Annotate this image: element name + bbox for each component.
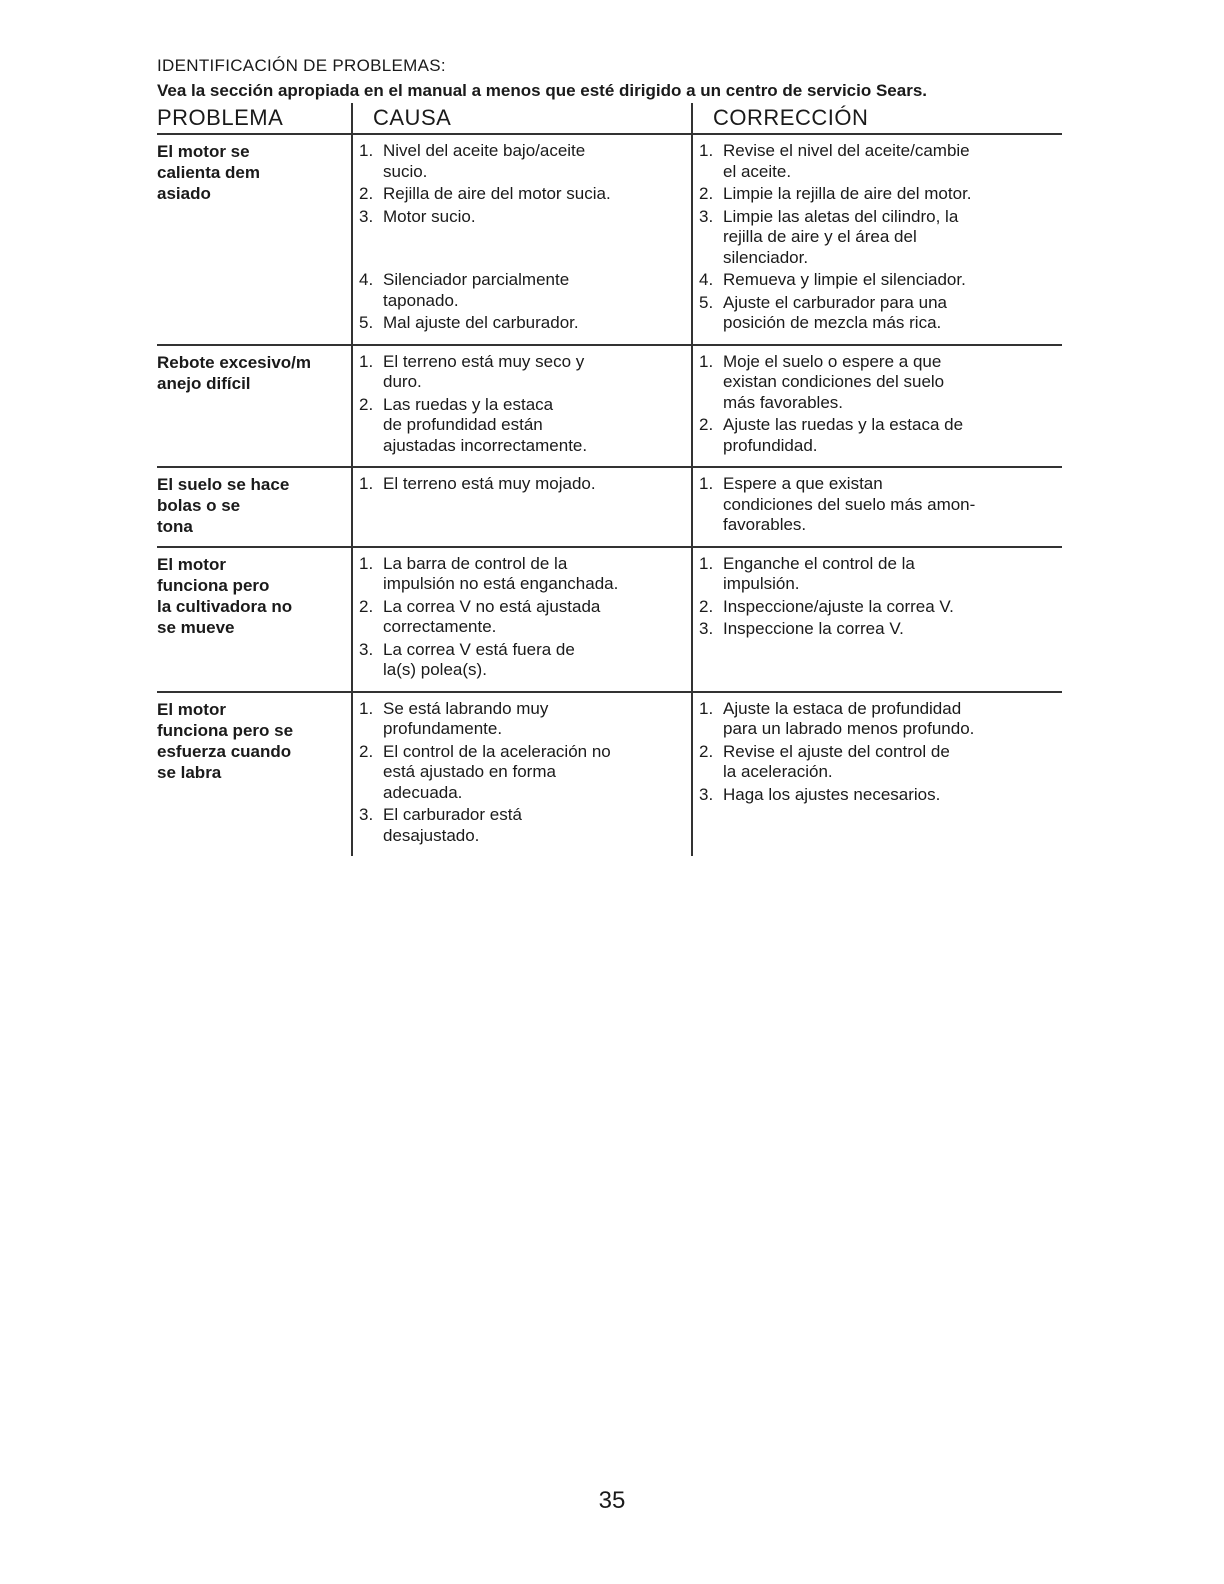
- page-number: 35: [598, 1487, 626, 1514]
- correction-item-number: 5.: [699, 292, 714, 312]
- correction-item: [699, 352, 1062, 414]
- cause-item: [359, 352, 691, 393]
- problem-cell: El motor funciona pero se esfuerza cuando se labra: [157, 699, 294, 782]
- correction-item-number: 3.: [699, 206, 714, 226]
- correction-item: [699, 474, 1062, 536]
- cause-list: [359, 554, 691, 681]
- cause-item: [359, 597, 691, 638]
- cause-item: [359, 474, 691, 495]
- correction-item-number: 2.: [699, 184, 714, 203]
- correction-item: [699, 141, 1062, 182]
- cause-item-text: El terreno está muy mojado.: [383, 474, 596, 493]
- cause-item: [359, 640, 691, 681]
- cause-item-number: 3.: [359, 639, 374, 659]
- cause-item-number: 1.: [359, 474, 374, 493]
- cause-list: [359, 141, 691, 334]
- cause-item-text: Silenciador parcialmente taponado.: [383, 270, 570, 310]
- correction-list: [699, 699, 1062, 806]
- correction-list: [699, 474, 1062, 536]
- correction-item-number: 2.: [699, 596, 714, 616]
- section-title: IDENTIFICACIÓN DE PROBLEMAS:: [157, 56, 446, 75]
- correction-item-text: Inspeccione la correa V.: [723, 619, 904, 638]
- cause-item: [359, 742, 691, 804]
- cause-item-number: 3.: [359, 805, 374, 824]
- correction-item-number: 1.: [699, 351, 714, 371]
- correction-item-number: 1.: [699, 141, 714, 160]
- correction-item-number: 3.: [699, 784, 714, 804]
- cause-item-text: La correa V no está ajustada correctamente.: [383, 596, 601, 636]
- correction-item-number: 1.: [699, 553, 714, 573]
- correction-item-text: Ajuste las ruedas y la estaca de profundidad.: [723, 415, 964, 455]
- correction-item-text: Revise el nivel del aceite/cambie el aceite.: [723, 141, 970, 181]
- table-header: [157, 103, 1062, 135]
- cause-cell: [351, 468, 691, 546]
- correction-item: [699, 699, 1062, 740]
- cause-item-text: Mal ajuste del carburador.: [383, 313, 579, 332]
- cause-item-text: La correa V está fuera de la(s) polea(s).: [383, 639, 575, 679]
- correction-item: [699, 742, 1062, 783]
- correction-item-text: Haga los ajustes necesarios.: [723, 784, 941, 804]
- cause-item-text: El terreno está muy seco y duro.: [383, 351, 585, 391]
- cause-item-number: 1.: [359, 141, 374, 160]
- cause-item: [359, 141, 691, 182]
- cause-item: [359, 554, 691, 595]
- cause-item: [359, 395, 691, 457]
- correction-item: [699, 293, 1062, 334]
- problem-cell: El suelo se hace bolas o se tona: [157, 475, 290, 536]
- cause-item-number: 1.: [359, 698, 374, 718]
- correction-item-text: Espere a que existan condiciones del suelo más amon- favorables.: [723, 474, 976, 534]
- header-correction: CORRECCIÓN: [691, 103, 1062, 133]
- correction-item: [699, 184, 1062, 205]
- table-row: [157, 693, 1062, 857]
- cause-cell: [351, 693, 691, 857]
- cause-item-text: Motor sucio.: [383, 206, 476, 226]
- cause-item-text: El carburador está desajustado.: [383, 805, 522, 845]
- table-row: [157, 346, 1062, 469]
- correction-list: [699, 141, 1062, 334]
- correction-cell: [691, 693, 1062, 857]
- troubleshooting-table: [157, 135, 1062, 856]
- cause-item-number: 2.: [359, 741, 374, 761]
- table-row: [157, 548, 1062, 693]
- cause-item: [359, 313, 691, 334]
- correction-item: [699, 554, 1062, 595]
- cause-item-number: 5.: [359, 313, 374, 332]
- correction-item-text: Ajuste el carburador para una posición de mezcla más rica.: [723, 292, 947, 332]
- cause-list: [359, 352, 691, 457]
- correction-item: [699, 270, 1062, 291]
- cause-list: [359, 474, 691, 495]
- cause-item-number: 3.: [359, 206, 374, 226]
- cause-item: [359, 699, 691, 740]
- problem-cell: El motor se calienta dem asiado: [157, 142, 260, 203]
- correction-list: [699, 554, 1062, 640]
- cause-cell: [351, 135, 691, 344]
- table-row: [157, 135, 1062, 346]
- cause-item: [359, 184, 691, 205]
- cause-item: [359, 207, 691, 269]
- cause-item: [359, 270, 691, 311]
- correction-item-number: 1.: [699, 698, 714, 718]
- correction-cell: [691, 135, 1062, 344]
- cause-item-text: Rejilla de aire del motor sucia.: [383, 184, 611, 203]
- correction-item-text: Limpie las aletas del cilindro, la rejilla de aire y el área del silenciador.: [723, 206, 959, 267]
- correction-item: [699, 207, 1062, 269]
- troubleshooting-page: [157, 55, 1062, 856]
- correction-item-text: Remueva y limpie el silenciador.: [723, 270, 966, 289]
- header-cause: CAUSA: [351, 103, 691, 133]
- cause-item-number: 2.: [359, 596, 374, 616]
- cause-item: [359, 805, 691, 846]
- correction-item-number: 3.: [699, 619, 714, 638]
- correction-item-text: Revise el ajuste del control de la aceleración.: [723, 741, 950, 781]
- correction-item-text: Enganche el control de la impulsión.: [723, 553, 915, 593]
- correction-item-number: 4.: [699, 270, 714, 289]
- cause-item-text: El control de la aceleración no está ajustado en forma adecuada.: [383, 741, 611, 802]
- correction-list: [699, 352, 1062, 457]
- correction-item-number: 2.: [699, 415, 714, 434]
- cause-cell: [351, 346, 691, 467]
- instructions-text: Vea la sección apropiada en el manual a menos que esté dirigido a un centro de servicio Sears.: [157, 81, 928, 100]
- cause-item-text: Nivel del aceite bajo/aceite sucio.: [383, 141, 586, 181]
- cause-item-number: 1.: [359, 553, 374, 573]
- cause-item-text: Las ruedas y la estaca de profundidad están ajustadas incorrectamente.: [383, 394, 588, 455]
- correction-item-text: Moje el suelo o espere a que existan condiciones del suelo más favorables.: [723, 351, 945, 412]
- correction-item-text: Limpie la rejilla de aire del motor.: [723, 184, 972, 203]
- cause-item-number: 1.: [359, 351, 374, 371]
- correction-item-number: 1.: [699, 474, 714, 493]
- cause-item-number: 4.: [359, 270, 374, 289]
- correction-cell: [691, 346, 1062, 467]
- correction-item-text: Ajuste la estaca de profundidad para un labrado menos profundo.: [723, 698, 975, 738]
- cause-list: [359, 699, 691, 847]
- header-problem: PROBLEMA: [157, 105, 284, 130]
- correction-item: [699, 619, 1062, 640]
- cause-item-number: 2.: [359, 394, 374, 414]
- correction-cell: [691, 468, 1062, 546]
- correction-item-number: 2.: [699, 741, 714, 761]
- cause-cell: [351, 548, 691, 691]
- problem-cell: El motor funciona pero la cultivadora no se mueve: [157, 554, 293, 637]
- cause-item-text: Se está labrando muy profundamente.: [383, 698, 549, 738]
- correction-item: [699, 415, 1062, 456]
- correction-item: [699, 597, 1062, 618]
- cause-item-number: 2.: [359, 184, 374, 203]
- table-row: [157, 468, 1062, 548]
- cause-item-text: La barra de control de la impulsión no está enganchada.: [383, 553, 619, 593]
- problem-cell: Rebote excesivo/m anejo difícil: [157, 352, 312, 393]
- correction-item: [699, 785, 1062, 806]
- correction-cell: [691, 548, 1062, 691]
- correction-item-text: Inspeccione/ajuste la correa V.: [723, 596, 954, 616]
